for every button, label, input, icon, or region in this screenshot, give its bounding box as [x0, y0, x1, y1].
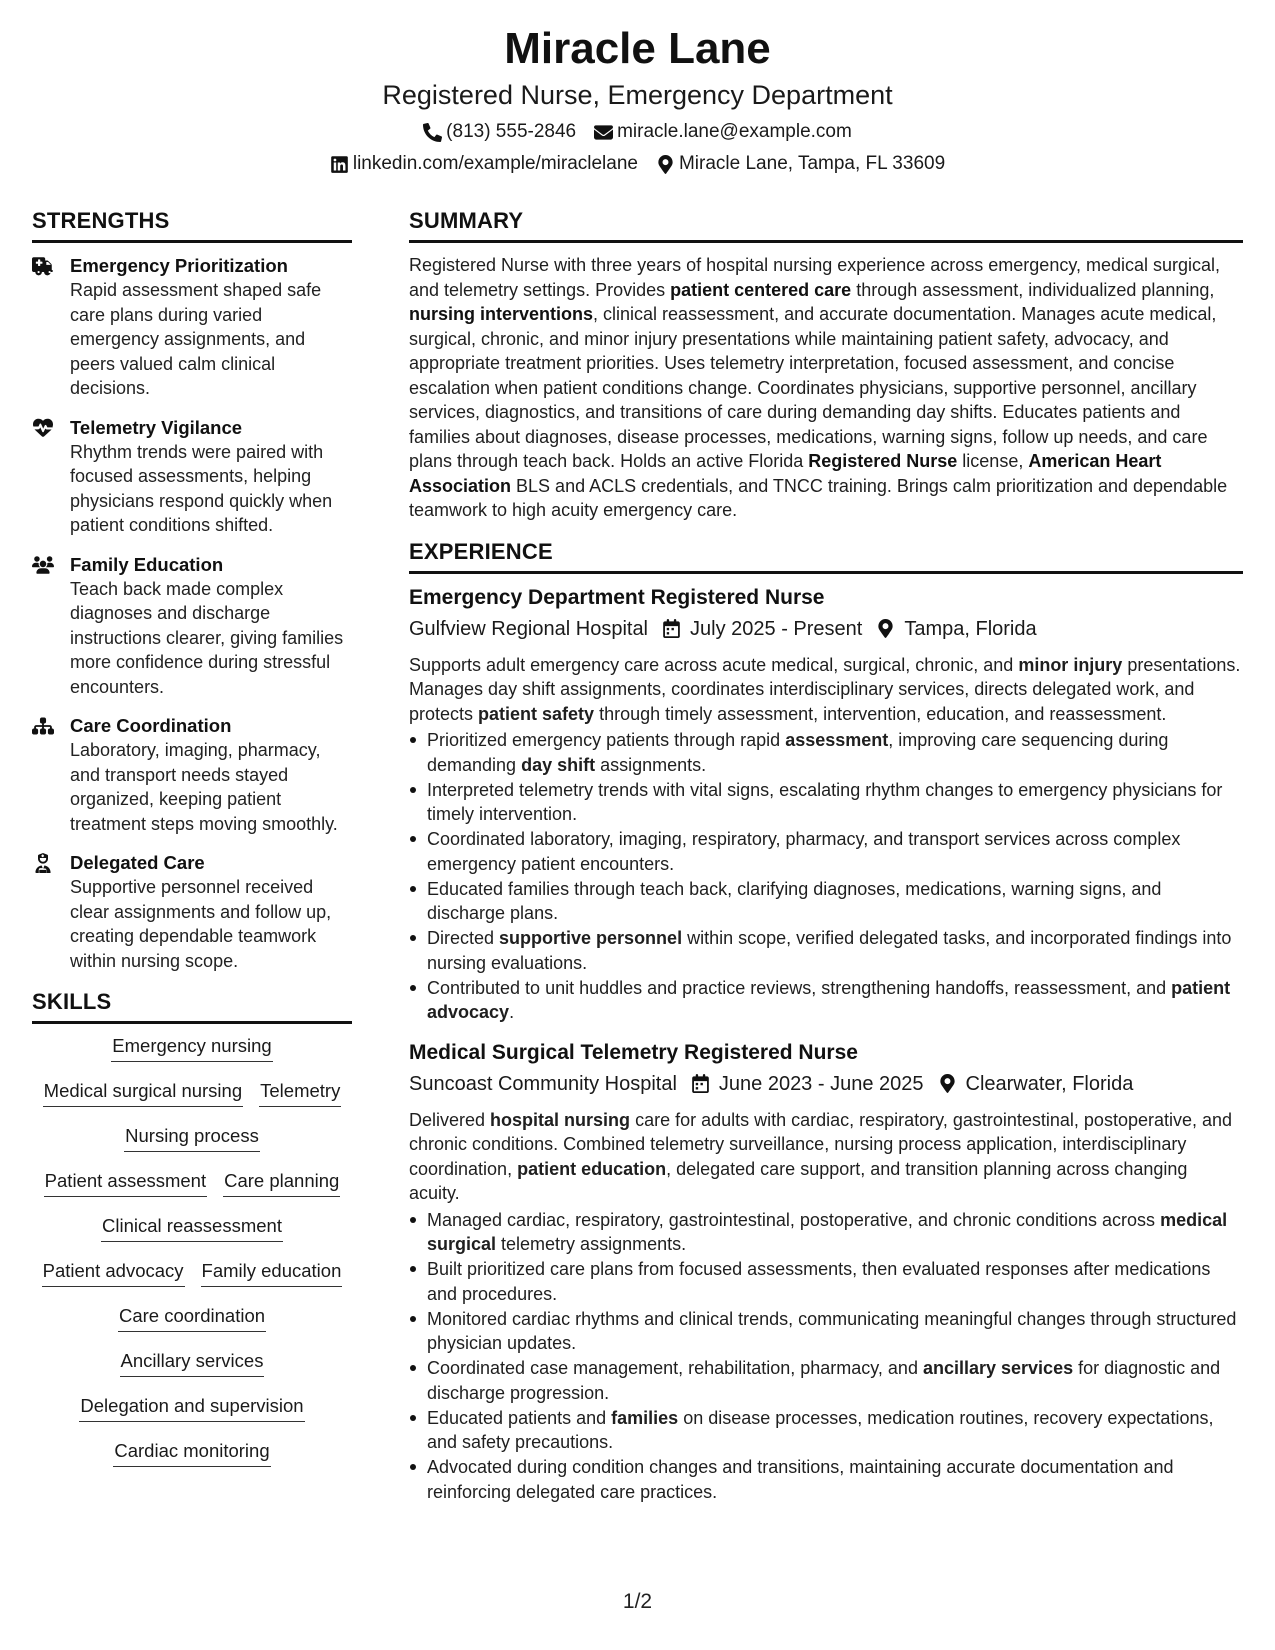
job-meta [409, 615, 1243, 643]
text-segment: Managed cardiac, respiratory, gastrointestinal, postoperative, and chronic conditions across [427, 1209, 1161, 1230]
job-dates [662, 615, 862, 643]
text-segment: . [509, 1002, 515, 1022]
text-segment: BLS and ACLS credentials, and TNCC training. Brings calm prioritization and dependable teamwork to high acuity emergency care. [409, 475, 1228, 520]
contact-line-2 [0, 152, 1275, 176]
text-segment: Interpreted telemetry trends with vital signs, escalating rhythm changes to emergency physicians for timely intervention. [427, 779, 1223, 824]
strength-title: Delegated Care [70, 852, 205, 873]
sitemap-icon [32, 713, 70, 836]
strength-body [70, 552, 352, 700]
page-number: 1/2 [622, 1590, 653, 1613]
job-description [409, 1108, 1243, 1206]
emphasis-text: nursing interventions [409, 304, 594, 324]
linkedin-contact[interactable] [330, 152, 638, 176]
job-entry [409, 1039, 1243, 1505]
skill-row [113, 1439, 270, 1484]
users-icon [32, 552, 70, 700]
strength-item [32, 713, 352, 836]
job-bullet [409, 1208, 1243, 1257]
email-text: miracle.lane@example.com [617, 121, 852, 142]
job-meta [409, 1070, 1243, 1098]
emphasis-text: Registered Nurse [808, 451, 958, 471]
emphasis-text: patient safety [478, 703, 595, 724]
text-segment: Educated patients and [427, 1407, 612, 1428]
text-segment: Directed [427, 928, 500, 948]
job-title: Emergency Department Registered Nurse [409, 585, 825, 609]
text-segment: through timely assessment, intervention, education, and reassessment. [594, 703, 1167, 724]
skill-row [118, 1304, 266, 1349]
emphasis-text: minor injury [1018, 654, 1123, 675]
calendar-icon [662, 619, 681, 638]
job-bullet [409, 877, 1243, 926]
skill-row [43, 1079, 342, 1124]
contact-line-1 [0, 120, 1275, 144]
candidate-name: Miracle Lane [504, 24, 771, 73]
job-bullet [409, 778, 1243, 827]
emphasis-text: families [611, 1407, 679, 1428]
job-dates-text: July 2025 - Present [690, 617, 863, 640]
strength-body [70, 253, 352, 401]
job-employer: Gulfview Regional Hospital [409, 617, 649, 640]
strength-title: Telemetry Vigilance [70, 416, 243, 438]
skill-tag: Telemetry [259, 1079, 341, 1107]
job-location [876, 615, 1036, 643]
jobs-list [409, 584, 1243, 1505]
skills-heading: SKILLS [32, 987, 352, 1024]
text-segment: assignments. [595, 754, 707, 775]
strength-description: Rapid assessment shaped safe care plans during varied emergency assignments, and peers valued calm clinical decisions. [70, 280, 322, 398]
text-segment: , improving care sequencing during demanding [427, 730, 1169, 775]
skills-list [32, 1034, 352, 1484]
text-segment: , delegated care support, and transition planning across changing acuity. [409, 1158, 1188, 1203]
emphasis-text: day shift [521, 754, 596, 775]
skill-tag: Clinical reassessment [101, 1214, 283, 1242]
job-bullets [409, 728, 1243, 1025]
job-bullet [409, 1356, 1243, 1405]
strength-body [70, 415, 352, 538]
left-column [32, 206, 352, 1484]
job-bullet [409, 976, 1243, 1025]
emphasis-text: American Heart Association [409, 451, 1162, 496]
resume-header [0, 22, 1275, 176]
summary-text [409, 253, 1243, 523]
skill-row [44, 1169, 341, 1214]
envelope-icon [594, 123, 613, 142]
strength-item [32, 552, 352, 700]
job-bullet [409, 728, 1243, 777]
strength-body [70, 850, 352, 973]
text-segment: , clinical reassessment, and accurate documentation. Manages acute medical, surgical, chronic, and minor injury presentations while maintaining patient safety, advocacy, and appropriate treatment priorities. Uses telemetry interpretation, focused assessment, and concise escalation when patient conditions change. Coordinates physicians, supportive personnel, ancillary services, diagnostics, and transitions of care during demanding day shifts. Educates patients and families about diagnoses, disease processes, medications, warning signs, follow up needs, and care plans through teach back. Holds an active Florida [409, 304, 1217, 471]
job-title: Medical Surgical Telemetry Registered Nurse [409, 1040, 858, 1064]
location-contact [656, 152, 945, 176]
experience-heading: EXPERIENCE [409, 537, 1243, 574]
job-entry [409, 584, 1243, 1025]
text-segment: on disease processes, medication routines, recovery expectations, and safety precautions. [427, 1407, 1214, 1452]
job-location-text: Tampa, Florida [904, 617, 1037, 640]
job-bullets [409, 1208, 1243, 1505]
phone-icon [423, 123, 442, 142]
emphasis-text: supportive personnel [499, 928, 683, 948]
text-segment: within scope, verified delegated tasks, and incorporated findings into nursing evaluations. [427, 928, 1232, 973]
text-segment: Supports adult emergency care across acute medical, surgical, chronic, and [409, 654, 1019, 675]
linkedin-icon [330, 155, 349, 174]
skill-tag: Family education [201, 1259, 343, 1287]
job-bullet [409, 926, 1243, 975]
text-segment: Prioritized emergency patients through rapid [427, 730, 786, 750]
strength-title: Care Coordination [70, 715, 232, 736]
job-dates [691, 1070, 924, 1098]
skill-row [42, 1259, 343, 1304]
emphasis-text: ancillary services [922, 1358, 1074, 1378]
strengths-heading: STRENGTHS [32, 206, 352, 243]
skill-tag: Care coordination [118, 1304, 266, 1332]
job-dates-text: June 2023 - June 2025 [718, 1072, 924, 1095]
skill-row [111, 1034, 272, 1079]
skill-row [124, 1124, 260, 1169]
skill-tag: Delegation and supervision [79, 1394, 304, 1422]
strength-description: Supportive personnel received clear assignments and follow up, creating dependable teamwork within nursing scope. [70, 877, 332, 971]
job-description [409, 653, 1243, 727]
skill-tag: Patient assessment [44, 1169, 207, 1197]
text-segment: for diagnostic and discharge progression. [427, 1358, 1221, 1403]
strength-item [32, 850, 352, 973]
skill-tag: Cardiac monitoring [113, 1439, 270, 1467]
text-segment: Registered Nurse with three years of hospital nursing experience across emergency, medical surgical, and telemetry settings. Provides [409, 255, 1221, 300]
job-employer: Suncoast Community Hospital [409, 1072, 677, 1095]
right-column [409, 206, 1243, 1512]
summary-heading: SUMMARY [409, 206, 1243, 243]
job-bullet [409, 1455, 1243, 1504]
job-location [938, 1070, 1134, 1098]
candidate-title: Registered Nurse, Emergency Department [382, 80, 893, 110]
job-location-text: Clearwater, Florida [965, 1072, 1134, 1095]
text-segment: Delivered [409, 1109, 491, 1130]
text-segment: Coordinated laboratory, imaging, respiratory, pharmacy, and transport services across complex emergency patient encounters. [427, 829, 1181, 874]
strength-title: Family Education [70, 553, 224, 575]
phone-text: (813) 555-2846 [446, 121, 577, 142]
phone-contact [423, 120, 576, 144]
map-pin-icon [938, 1074, 957, 1093]
text-segment: Contributed to unit huddles and practice reviews, strengthening handoffs, reassessment, and [427, 977, 1172, 998]
strength-description: Rhythm trends were paired with focused assessments, helping physicians respond quickly when patient conditions shifted. [70, 441, 333, 535]
skill-tag: Emergency nursing [111, 1034, 272, 1062]
job-bullet [409, 1307, 1243, 1356]
strength-body [70, 713, 352, 836]
strength-item [32, 253, 352, 401]
skill-tag: Nursing process [124, 1124, 260, 1152]
emphasis-text: patient advocacy [427, 977, 1231, 1022]
skill-row [79, 1394, 304, 1439]
text-segment: through assessment, individualized planning, [851, 279, 1215, 300]
text-segment: Monitored cardiac rhythms and clinical trends, communicating meaningful changes through structured physician updates. [427, 1308, 1237, 1353]
emphasis-text: hospital nursing [490, 1109, 631, 1130]
skill-tag: Medical surgical nursing [43, 1079, 243, 1107]
nurse-icon [32, 850, 70, 973]
emphasis-text: patient education [517, 1158, 667, 1179]
text-segment: Coordinated case management, rehabilitation, pharmacy, and [427, 1358, 923, 1378]
map-pin-icon [876, 619, 895, 638]
text-segment: telemetry assignments. [496, 1234, 687, 1254]
heartbeat-icon [32, 415, 70, 538]
text-segment: Educated families through teach back, clarifying diagnoses, medications, warning signs, and discharge plans. [427, 878, 1162, 923]
emphasis-text: patient centered care [670, 279, 852, 300]
ambulance-icon [32, 253, 70, 401]
text-segment: Advocated during condition changes and transitions, maintaining accurate documentation and reinforcing delegated care practices. [427, 1457, 1174, 1502]
strength-description: Laboratory, imaging, pharmacy, and transport needs stayed organized, keeping patient treatment steps moving smoothly. [70, 740, 338, 834]
location-text: Miracle Lane, Tampa, FL 33609 [678, 153, 946, 174]
strength-item [32, 415, 352, 538]
job-bullet [409, 1406, 1243, 1455]
emphasis-text: medical surgical [427, 1209, 1228, 1254]
text-segment: care for adults with cardiac, respiratory, gastrointestinal, postoperative, and chronic conditions. Combined telemetry surveillance, nursing process application, interdisciplinary coordination, [409, 1109, 1233, 1179]
strength-description: Teach back made complex diagnoses and discharge instructions clearer, giving families more confidence during stressful encounters. [70, 578, 344, 697]
skill-tag: Ancillary services [120, 1349, 265, 1377]
emphasis-text: assessment [785, 730, 889, 750]
text-segment: license, [957, 451, 1029, 471]
strengths-list [32, 253, 352, 973]
skill-tag: Care planning [223, 1169, 340, 1197]
skill-tag: Patient advocacy [42, 1259, 185, 1287]
job-bullet [409, 827, 1243, 876]
email-contact[interactable] [594, 120, 852, 144]
strength-title: Emergency Prioritization [70, 255, 288, 276]
calendar-icon [691, 1074, 710, 1093]
map-pin-icon [656, 155, 675, 174]
text-segment: presentations. Manages day shift assignments, coordinates interdisciplinary services, directs delegated work, and protects [409, 654, 1241, 724]
linkedin-text: linkedin.com/example/miraclelane [352, 153, 638, 174]
skill-row [101, 1214, 283, 1259]
text-segment: Built prioritized care plans from focused assessments, then evaluated responses after medications and procedures. [427, 1259, 1211, 1304]
skill-row [120, 1349, 265, 1394]
job-bullet [409, 1257, 1243, 1306]
